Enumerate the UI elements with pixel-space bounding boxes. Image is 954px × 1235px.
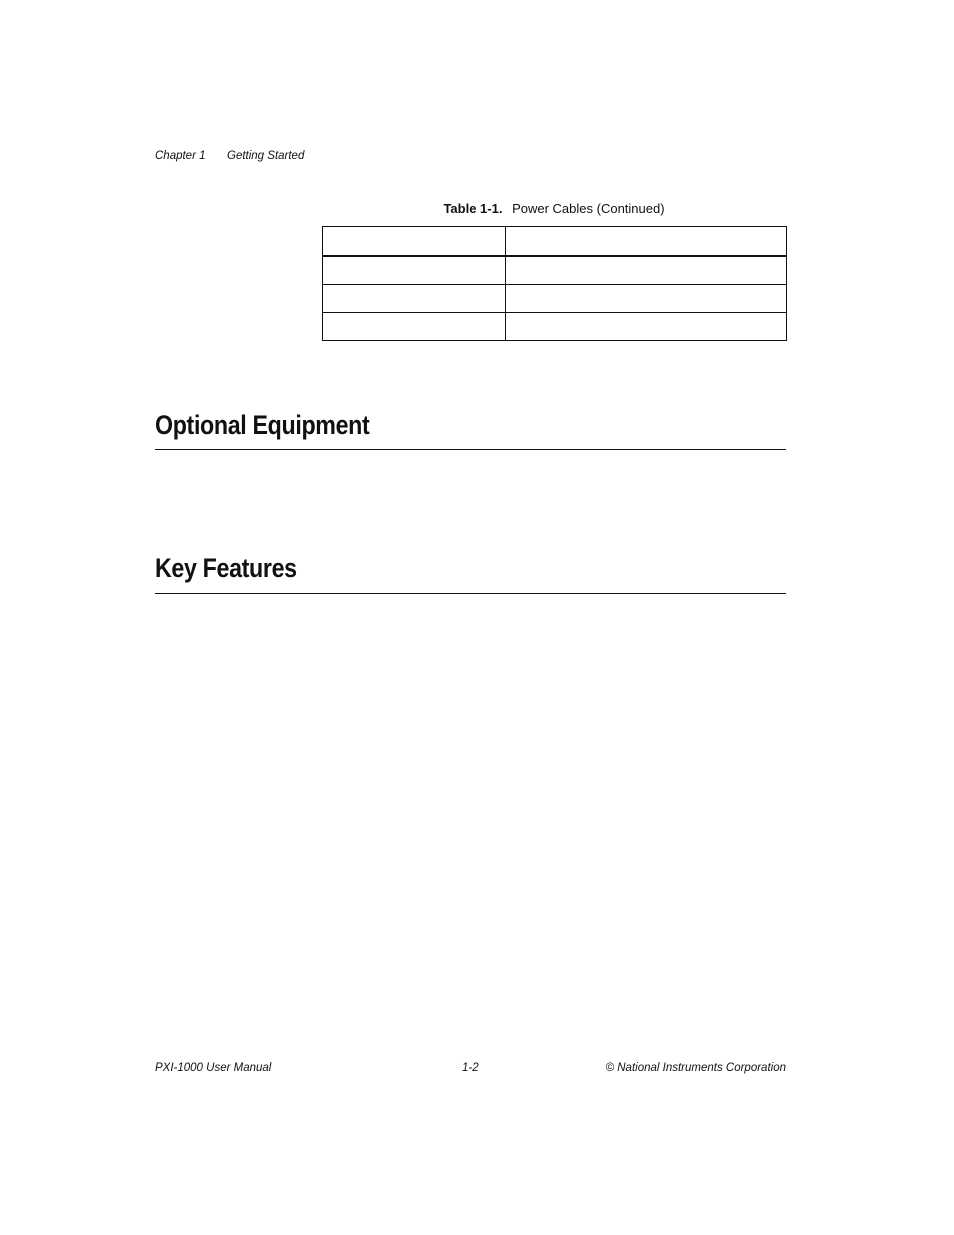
section-heading-key-features: Key Features (155, 553, 297, 583)
table-cell (506, 313, 787, 341)
chapter-number: Chapter 1 (155, 150, 206, 162)
table-row (323, 285, 787, 313)
table-cell (323, 256, 506, 285)
section-divider (155, 593, 786, 594)
table-row (323, 313, 787, 341)
footer-manual-title: PXI-1000 User Manual (155, 1062, 272, 1074)
section-heading-optional-equipment: Optional Equipment (155, 410, 370, 440)
footer-copyright: © National Instruments Corporation (605, 1062, 786, 1074)
table-cell (323, 285, 506, 313)
table-caption-text: Power Cables (Continued) (512, 201, 665, 216)
table-cell (323, 313, 506, 341)
section-divider (155, 449, 786, 450)
table-caption-label: Table 1-1. (443, 201, 503, 216)
table-cell (506, 227, 787, 257)
table-cell (323, 227, 506, 257)
running-header (155, 150, 304, 162)
chapter-title: Getting Started (227, 150, 305, 162)
power-cables-table (322, 226, 787, 341)
table-header-row (323, 227, 787, 257)
table-cell (506, 256, 787, 285)
table-caption (322, 201, 786, 216)
table-cell (506, 285, 787, 313)
footer-page-number: 1-2 (462, 1062, 479, 1074)
table-row (323, 256, 787, 285)
